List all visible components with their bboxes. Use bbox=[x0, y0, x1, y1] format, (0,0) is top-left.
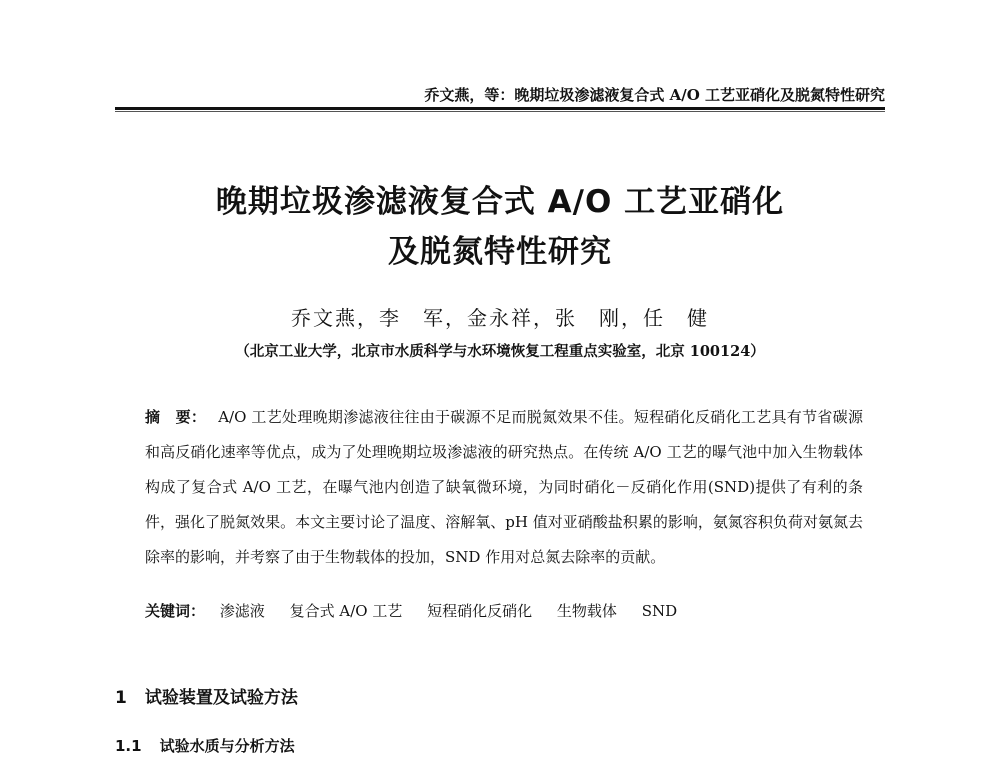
running-head: 乔文燕，等：晚期垃圾渗滤液复合式 A/O 工艺亚硝化及脱氮特性研究 bbox=[424, 86, 885, 104]
keywords bbox=[145, 600, 697, 621]
section-title: 试验水质与分析方法 bbox=[159, 737, 295, 755]
keywords-label: 关键词： bbox=[145, 602, 206, 620]
keyword: 渗滤液 bbox=[219, 602, 265, 620]
abstract-text: A/O 工艺处理晚期渗滤液往往由于碳源不足而脱氮效果不佳。短程硝化反硝化工艺具有节省碳源和高反硝化速率等优点，成为了处理晚期垃圾渗滤液的研究热点。在传统 A/O 工艺的曝气池中加入生物载体构成了复合式 A/O 工艺，在曝气池内创造了缺氧微环境，为同时硝化－反硝化作用(SND)提供了有利的条件，强化了脱氮效果。本文主要讨论了温度、溶解氧、pH 值对亚硝酸盐积累的影响，氨氮容积负荷对氨氮去除率的影响，并考察了由于生物载体的投加，SND 作用对总氮去除率的贡献。 bbox=[145, 408, 863, 566]
abstract-label: 摘 要： bbox=[145, 408, 207, 426]
paper-title-line-2: 及脱氮特性研究 bbox=[388, 234, 612, 270]
header-rule-thin bbox=[115, 111, 885, 112]
subsection-heading bbox=[115, 735, 295, 756]
header-rule bbox=[115, 107, 885, 110]
paper-title-line-1: 晚期垃圾渗滤液复合式 A/O 工艺亚硝化 bbox=[215, 184, 785, 220]
affiliation: （北京工业大学，北京市水质科学与水环境恢复工程重点实验室，北京 100124） bbox=[235, 343, 765, 360]
section-number: 1 bbox=[115, 688, 127, 708]
section-title: 试验装置及试验方法 bbox=[144, 688, 298, 708]
keyword: 复合式 A/O 工艺 bbox=[289, 602, 403, 620]
keyword: 生物载体 bbox=[556, 602, 617, 620]
keyword: 短程硝化反硝化 bbox=[427, 602, 533, 620]
section-heading bbox=[115, 683, 298, 708]
authors: 乔文燕，李 军，金永祥，张 刚，任 健 bbox=[291, 306, 709, 330]
section-number: 1.1 bbox=[115, 737, 142, 755]
keyword: SND bbox=[641, 602, 678, 620]
abstract bbox=[145, 400, 863, 575]
